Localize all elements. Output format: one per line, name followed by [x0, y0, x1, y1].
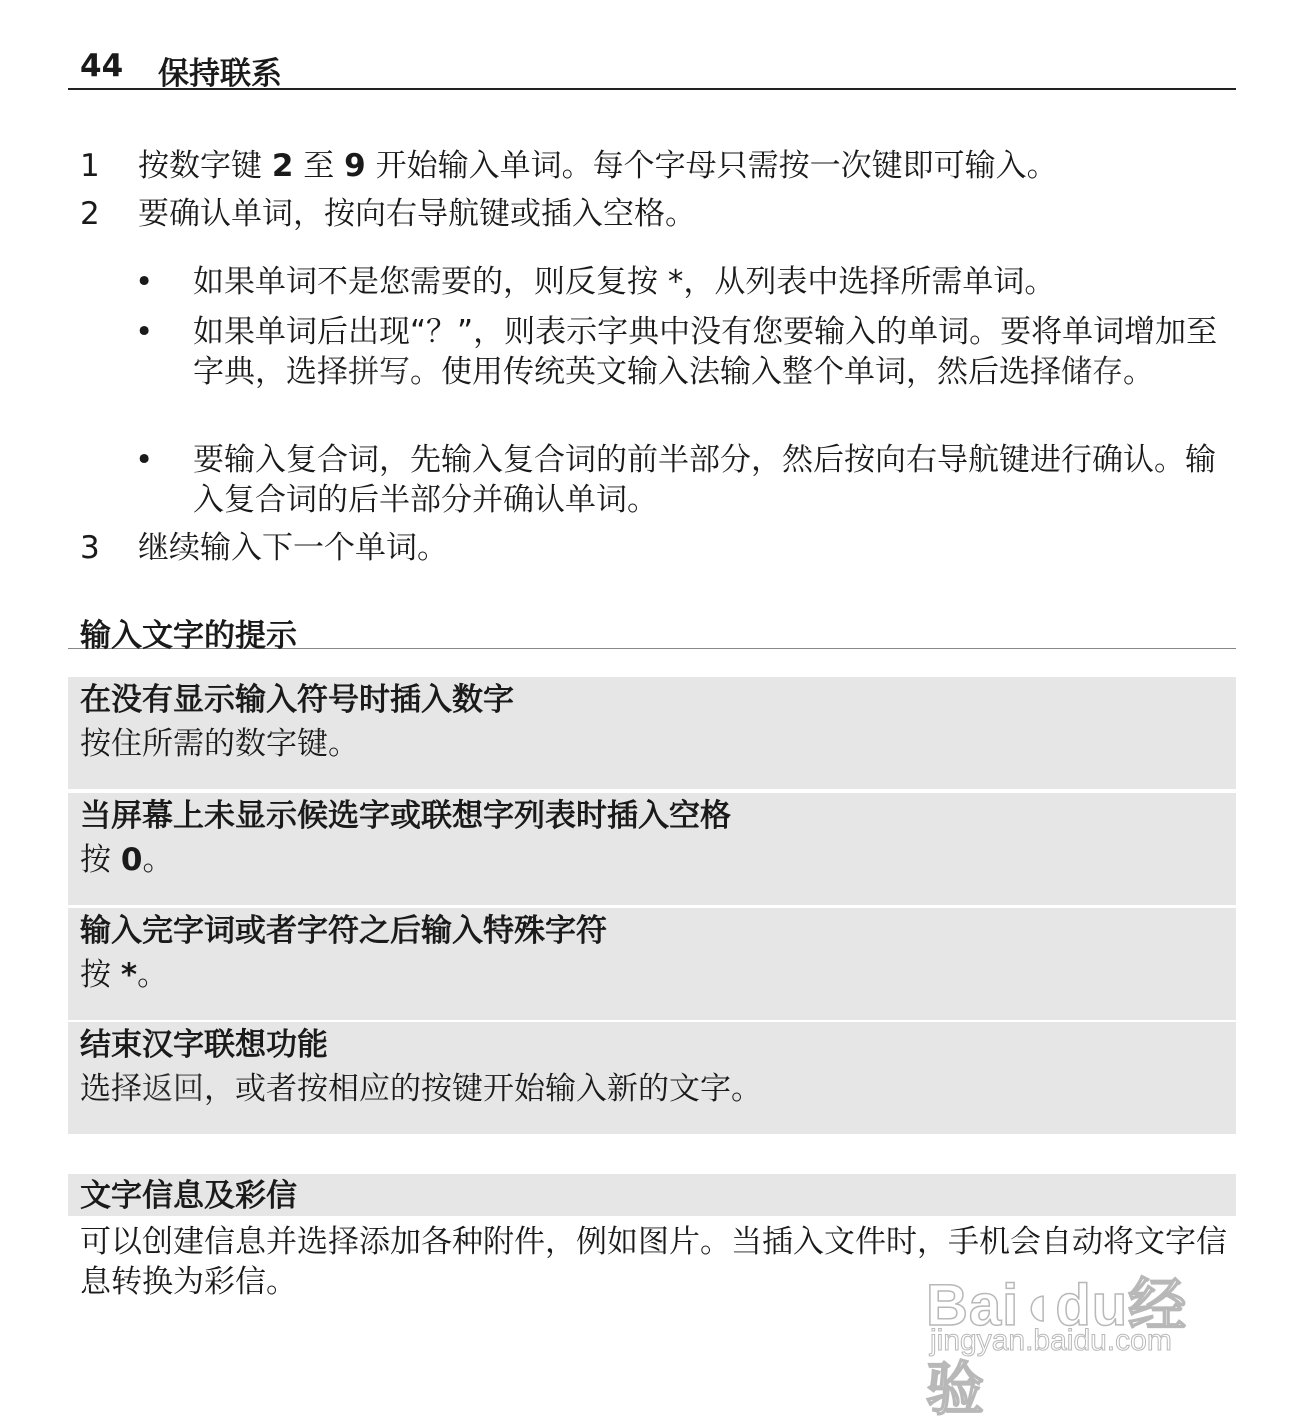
tip-box [68, 793, 1236, 905]
tip-body-part: 按 [80, 957, 121, 993]
bullet-dot: • [135, 314, 154, 350]
menu-term-back: 返回 [142, 1071, 204, 1107]
step-number: 3 [80, 530, 100, 566]
bullet-text [193, 312, 1233, 392]
step-number: 1 [80, 148, 100, 184]
key-star: * [120, 957, 138, 993]
baidu-jingyan-watermark [926, 1258, 1226, 1422]
page-header [68, 44, 1236, 90]
step-text-part: 至 [293, 148, 345, 184]
key-2: 2 [271, 148, 294, 184]
menu-term-save: 储存 [1061, 354, 1123, 390]
bullet-text-part: 如果单词后出现“？”，则表示字典中没有您要输入的单词。要将单词增加至字典，选择 [193, 314, 1218, 390]
step-text-part: 按数字键 [138, 148, 272, 184]
key-0: 0 [120, 842, 143, 878]
watermark-logo-cn: 经验 [926, 1273, 1188, 1422]
bullet-dot: • [135, 264, 154, 300]
step-text [138, 146, 1058, 186]
bullet-text-part: 。 [1123, 354, 1154, 390]
tip-body-part: 。 [137, 957, 169, 993]
sms-section-title-bar [68, 1174, 1236, 1216]
tip-title: 在没有显示输入符号时插入数字 [80, 682, 514, 718]
tip-box [68, 908, 1236, 1020]
tip-body-part: 按 [80, 842, 121, 878]
step-text: 要确认单词，按向右导航键或插入空格。 [138, 196, 696, 232]
bullet-dot: • [135, 442, 154, 478]
page-number: 44 [80, 48, 124, 84]
tip-body-part: 。 [142, 842, 174, 878]
bullet-text-part: 。使用传统英文输入法输入整个单词，然后选择 [410, 354, 1061, 390]
tip-body [80, 839, 173, 881]
tip-body [80, 954, 168, 996]
tip-title: 输入完字词或者字符之后输入特殊字符 [80, 913, 607, 949]
watermark-logo-text: Bai [926, 1273, 1020, 1338]
menu-term-spell: 拼写 [348, 354, 410, 390]
tip-title: 当屏幕上未显示候选字或联想字列表时插入空格 [80, 798, 731, 834]
step-text-part: 开始输入单词。每个字母只需按一次键即可输入。 [365, 148, 1058, 184]
sms-section-body: 可以创建信息并选择添加各种附件，例如图片。当插入文件时，手机会自动将文字信息转换为彩信。 [80, 1224, 1227, 1300]
tip-box [68, 677, 1236, 789]
watermark-logo-du: du [1055, 1273, 1129, 1338]
step-number: 2 [80, 196, 100, 232]
tip-body: 按住所需的数字键。 [80, 726, 359, 762]
watermark-url: jingyan.baidu.com [930, 1324, 1172, 1357]
paw-icon: ◖ [1019, 1273, 1056, 1338]
tip-box [68, 1022, 1236, 1134]
bullet-text: 如果单词不是您需要的，则反复按 *，从列表中选择所需单词。 [193, 264, 1056, 300]
tip-body [80, 1068, 762, 1110]
section-heading-text: 输入文字的提示 [80, 618, 297, 654]
sms-section-title: 文字信息及彩信 [80, 1178, 297, 1214]
section-heading [68, 606, 1236, 654]
step-text: 继续输入下一个单词。 [138, 530, 448, 566]
key-9: 9 [344, 148, 366, 184]
tip-body-part: 选择 [80, 1071, 142, 1107]
bullet-text: 要输入复合词，先输入复合词的前半部分，然后按向右导航键进行确认。输入复合词的后半部分并确认单词。 [193, 442, 1216, 518]
chapter-title: 保持联系 [158, 56, 282, 92]
tip-body-part: ，或者按相应的按键开始输入新的文字。 [204, 1071, 762, 1107]
tip-title: 结束汉字联想功能 [80, 1027, 328, 1063]
